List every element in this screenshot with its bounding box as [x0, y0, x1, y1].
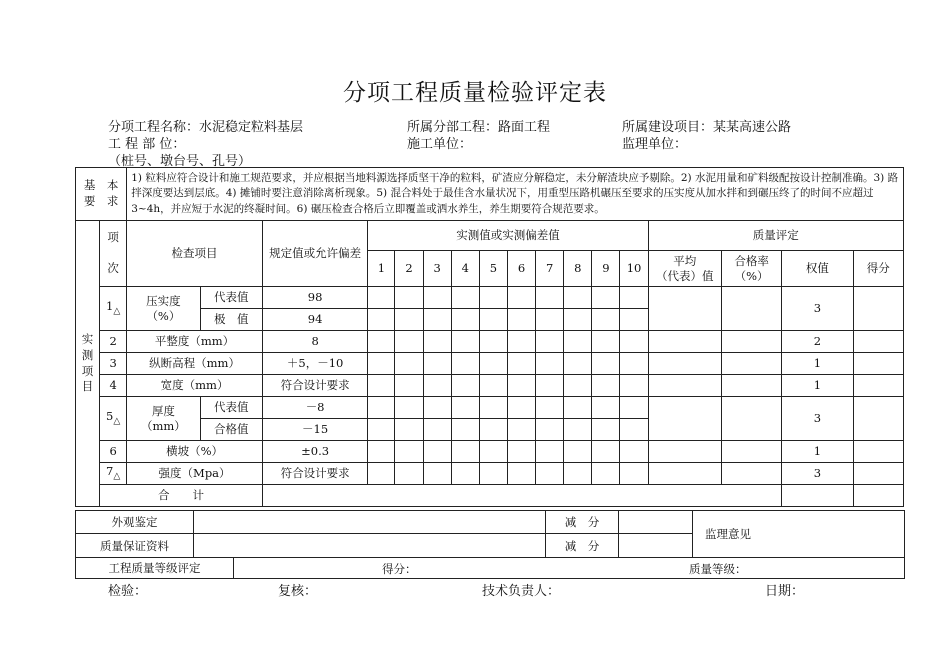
row-no: 2 [100, 331, 127, 353]
measure-col: 3 [423, 251, 451, 287]
row-weight: 3 [782, 397, 853, 441]
evaluation-table [75, 167, 904, 507]
requirements-text: 1) 粒料应符合设计和施工规范要求，并应根据当地料源选择质坚干净的粒料，矿渣应分解稳定，未分解渣块应予剔除。2) 水泥用量和矿料级配按设计控制准确。3) 路拌深度要达到层底。4) 摊铺时要注意消除离析现象。5) 混合料处于最佳含水量状况下，用重型压路机碾压至要求的压实度从加水拌和到碾压终了的时间不应超过 3~4h，并应短于水泥的终凝时间。6) 碾压检查合格后立即覆盖或洒水养生，养生期要符合规范要求。 [127, 168, 904, 221]
row-name: 纵断高程（mm） [127, 353, 263, 375]
table-row [76, 331, 904, 353]
supervisor-label: 监理单位： [622, 137, 688, 152]
row-spec: －15 [262, 419, 367, 441]
col-weight: 权值 [782, 251, 853, 287]
col-measured: 实测值或实测偏差值 [368, 221, 648, 251]
row-weight: 1 [782, 375, 853, 397]
row-spec: ＋5，－10 [262, 353, 367, 375]
row-name: 强度（Mpa） [127, 463, 263, 485]
measure-col: 8 [564, 251, 592, 287]
col-check-item: 检查项目 [127, 221, 263, 287]
row-spec: 8 [262, 331, 367, 353]
row-weight: 2 [782, 331, 853, 353]
tech-lead-label: 技术负责人： [482, 584, 561, 599]
row-spec: ±0.3 [262, 441, 367, 463]
grade-table [75, 557, 905, 579]
row-no: 3 [100, 353, 127, 375]
table-row [76, 287, 904, 309]
row-sub: 极 值 [200, 309, 262, 331]
col-quality: 质量评定 [648, 221, 903, 251]
row-name: 宽度（mm） [127, 375, 263, 397]
item-name-value: 水泥稳定粒料基层 [199, 120, 304, 135]
table-row [76, 375, 904, 397]
row-no: 6 [100, 441, 127, 463]
measure-col: 5 [479, 251, 507, 287]
date-label: 日期： [765, 584, 805, 599]
appearance-row [76, 511, 905, 534]
quality-docs-deduct-value [619, 534, 693, 558]
col-avg: 平均 （代表）值 [648, 251, 721, 287]
location-label: 工 程 部 位： [108, 137, 186, 152]
appearance-deduct-label: 减 分 [546, 511, 619, 534]
row-weight: 1 [782, 353, 853, 375]
total-row [76, 485, 904, 507]
division-label: 所属分部工程： [407, 120, 499, 135]
appearance-value [194, 511, 546, 534]
project-value: 某某高速公路 [713, 120, 792, 135]
col-spec: 规定值或允许偏差 [262, 221, 367, 287]
supervisor-opinion-label: 监理意见 [705, 527, 751, 541]
appearance-deduct-value [619, 511, 693, 534]
side-label: 实 测 项 目 [76, 221, 100, 507]
row-name: 平整度（mm） [127, 331, 263, 353]
location-note: （桩号、墩台号、孔号） [108, 154, 252, 169]
table-row [76, 463, 904, 485]
grade-label: 工程质量等级评定 [76, 558, 234, 579]
row-no: 4 [100, 375, 127, 397]
row-spec: －8 [262, 397, 367, 419]
measure-col: 9 [592, 251, 620, 287]
row-sub: 代表值 [200, 397, 262, 419]
division-value: 路面工程 [498, 120, 551, 135]
grade-row [76, 558, 905, 579]
table-row [76, 353, 904, 375]
measure-col: 2 [395, 251, 423, 287]
table-row [76, 441, 904, 463]
row-spec: 符合设计要求 [262, 463, 367, 485]
row-weight: 3 [782, 463, 853, 485]
row-weight: 3 [782, 287, 853, 331]
level-label: 质量等级： [689, 562, 747, 576]
measure-col: 7 [536, 251, 564, 287]
total-label: 合 计 [100, 485, 263, 507]
row-name: 厚度 （mm） [127, 397, 200, 441]
inspector-label: 检验： [108, 584, 148, 599]
grade-values [234, 558, 905, 579]
header-row-1 [76, 221, 904, 251]
table-row [76, 397, 904, 419]
row-weight: 1 [782, 441, 853, 463]
measure-col: 4 [451, 251, 479, 287]
reviewer-label: 复核： [278, 584, 318, 599]
contractor-label: 施工单位： [407, 137, 473, 152]
appearance-label: 外观鉴定 [76, 511, 194, 534]
row-spec: 符合设计要求 [262, 375, 367, 397]
row-no: $1_\triangle$ [100, 287, 127, 331]
measure-col: 1 [368, 251, 395, 287]
requirements-label: 基 本 要 求 [76, 168, 127, 221]
quality-docs-deduct-label: 减 分 [546, 534, 619, 558]
project-label: 所属建设项目： [622, 120, 714, 135]
col-item-no: 项 次 [100, 221, 127, 287]
requirements-row [76, 168, 904, 221]
score-label: 得分： [382, 562, 417, 576]
item-name-label: 分项工程名称： [108, 120, 200, 135]
quality-docs-value [194, 534, 546, 558]
quality-docs-label: 质量保证资料 [76, 534, 194, 558]
row-name: 横坡（%） [127, 441, 263, 463]
row-no: $5_\triangle$ [100, 397, 127, 441]
appraisal-table [75, 510, 905, 558]
row-sub: 代表值 [200, 287, 262, 309]
row-spec: 94 [262, 309, 367, 331]
row-spec: 98 [262, 287, 367, 309]
page-title: 分项工程质量检验评定表 [343, 80, 607, 106]
row-no: $7_\triangle$ [100, 463, 127, 485]
row-name: 压实度 （%） [127, 287, 200, 331]
measure-col: 10 [620, 251, 648, 287]
supervisor-opinion-cell [693, 511, 905, 558]
row-sub: 合格值 [200, 419, 262, 441]
col-pass-rate: 合格率 （%） [721, 251, 781, 287]
measure-col: 6 [507, 251, 535, 287]
col-score: 得分 [853, 251, 903, 287]
